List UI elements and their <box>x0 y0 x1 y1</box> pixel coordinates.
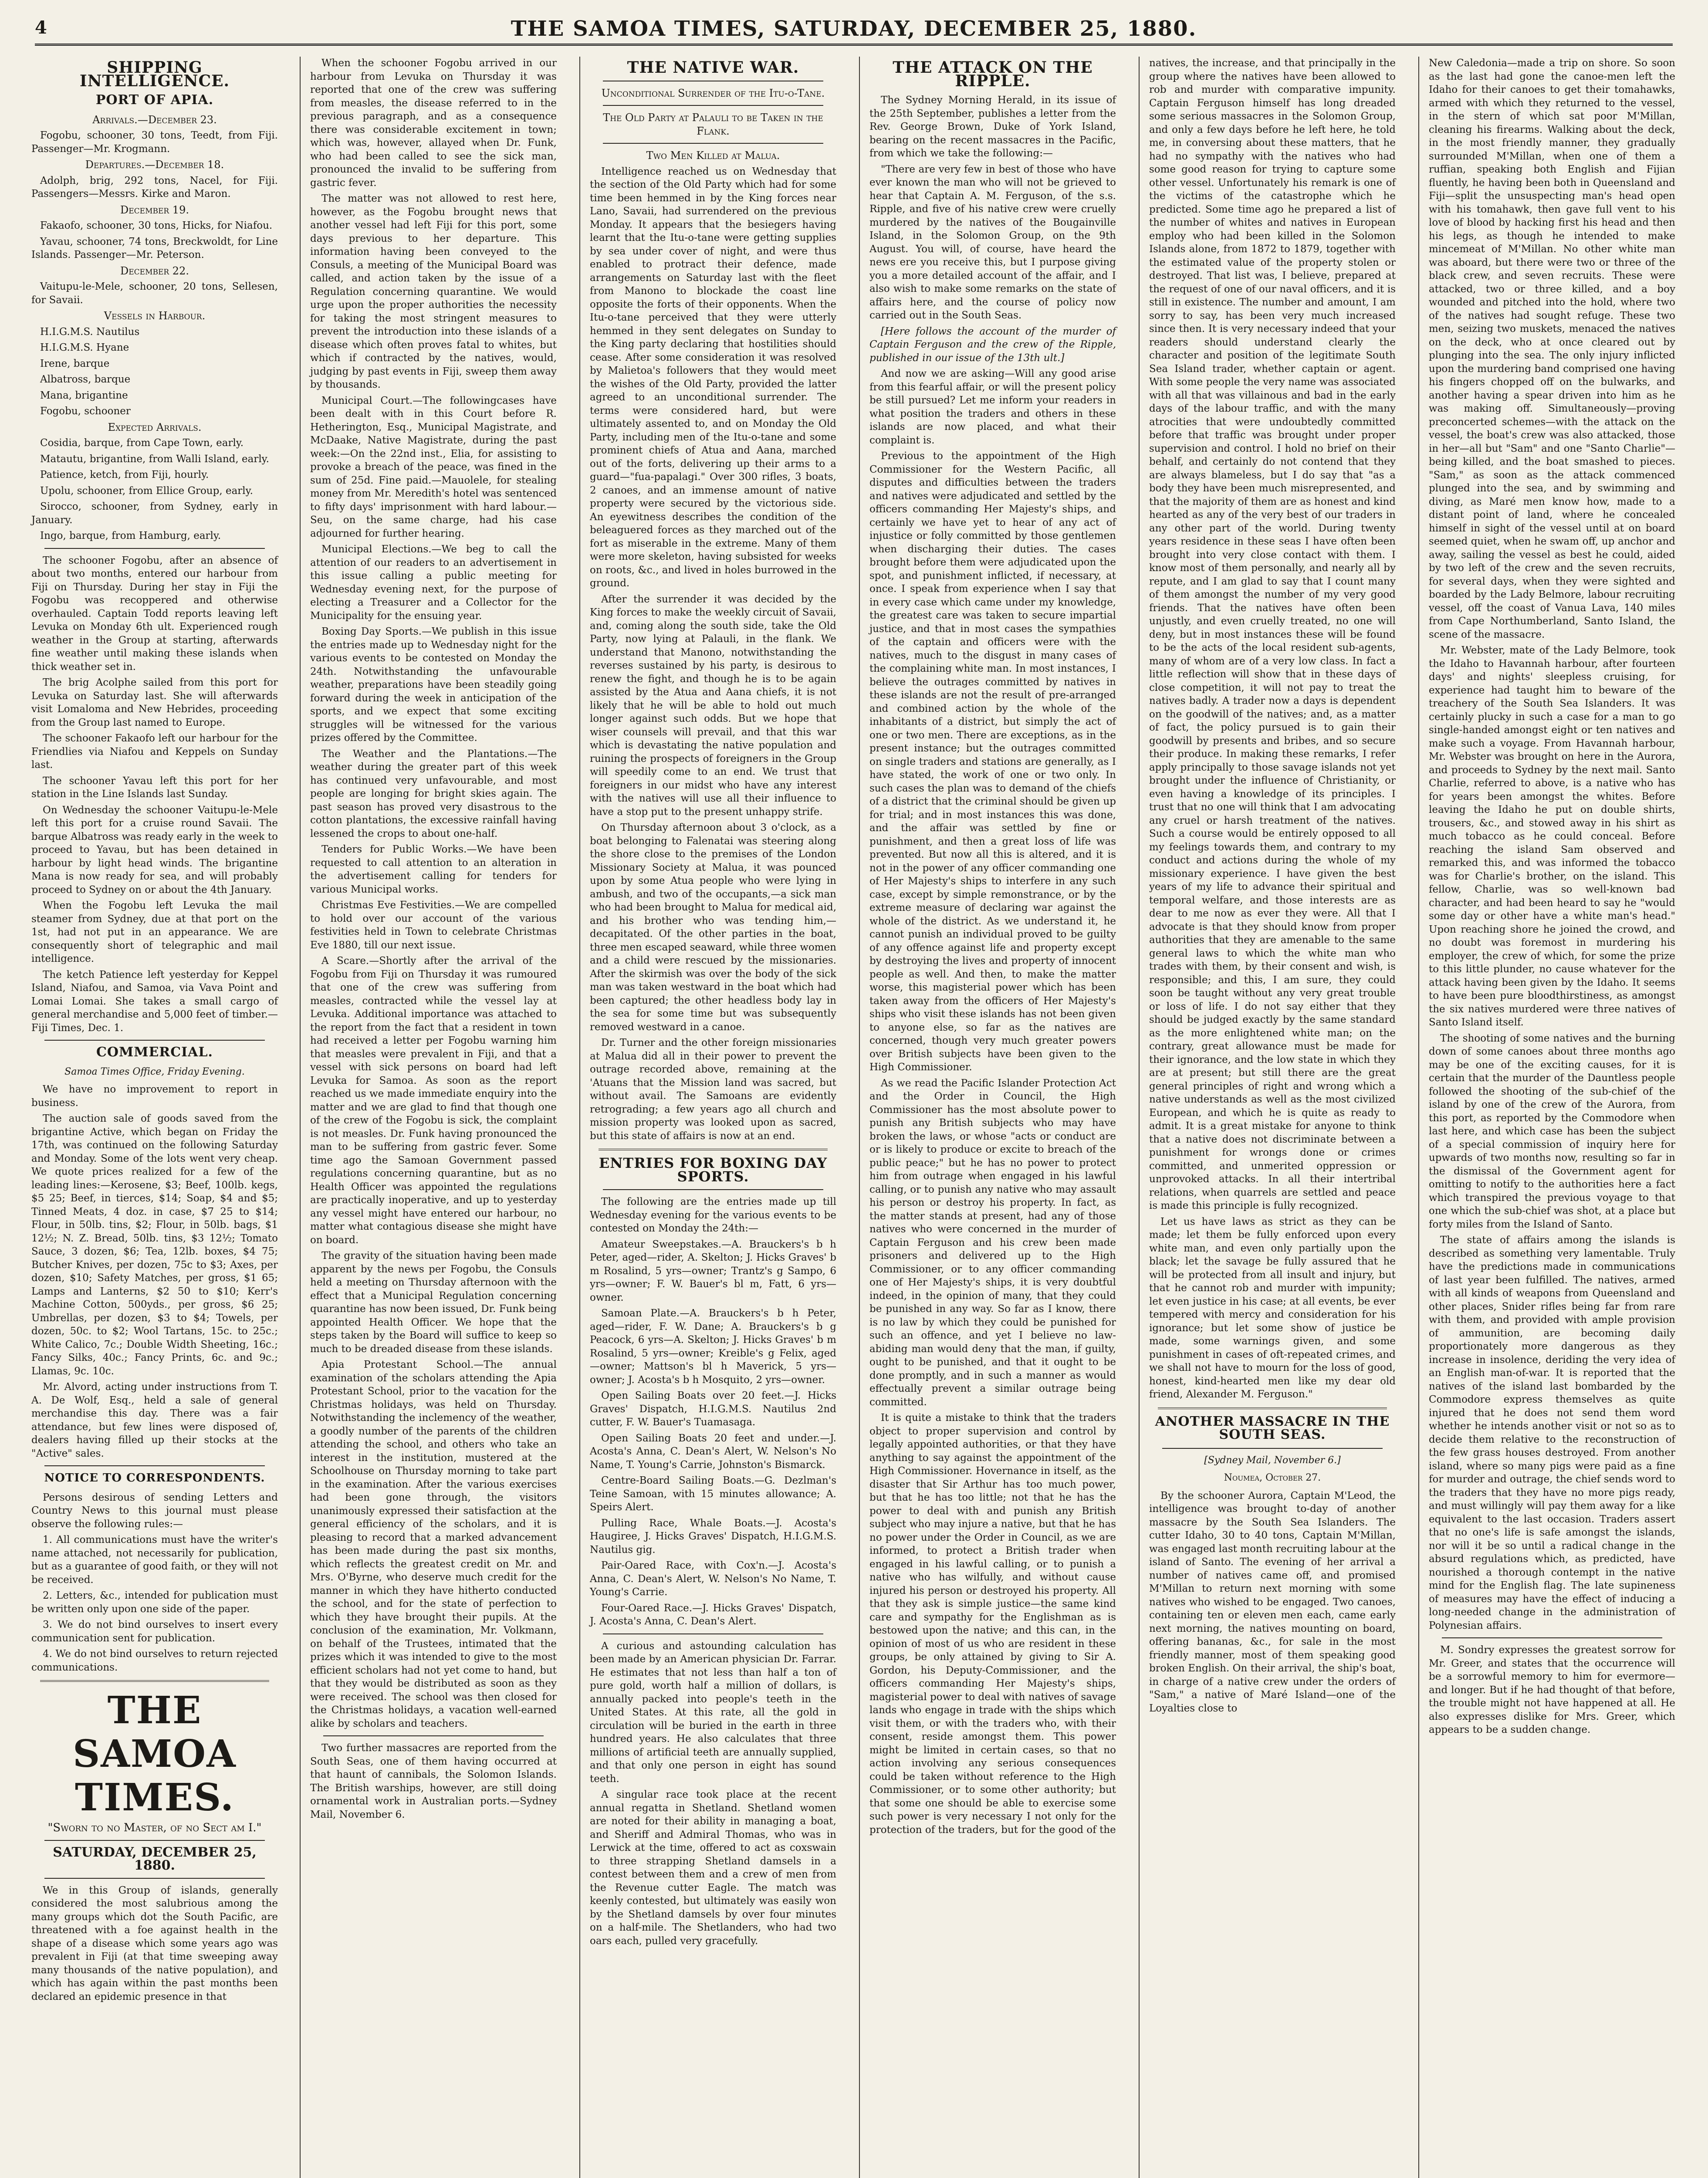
commercial-heading: COMMERCIAL. <box>96 1045 213 1060</box>
paragraph: The shooting of some natives and the burning down of some canoes about three months ago may be one of the exciting causes, for it is certain that the murder of the Dauntless people followed the shooting of the sub-chief of the island by one of the crew of the Aurora, from this port, as reported by the Commodore when last here, and which case has been the subject of a special commission of inquiry here for upwards of two months now, resulting so far in the dismissal of the Government agent for omitting to notify to the authorities here a fact which transpired the previous voyage to that one which the sub-chief was shot, at a place but forty miles from the Island of Santo. <box>1429 1032 1675 1230</box>
issue-date: SATURDAY, DECEMBER 25, 1880. <box>53 1844 257 1873</box>
paragraph: A curious and astounding calculation has been made by an American physician Dr. Farrar. He estimates that not less than half a ton of pure gold, worth half a million of dollars, is annually packed into people's teeth in the United States. At this rate, all the gold in circulation will be buried in the earth in three hundred years. He also calculates that three millions of artificial teeth are annually supplied, and that only one person in eight has sound teeth. <box>590 1640 836 1785</box>
column-2 <box>305 57 562 2178</box>
vessel-entry: Irene, barque <box>40 358 110 369</box>
columns <box>26 57 1681 2178</box>
subheading: Unconditional Surrender of the Itu-o-Tane. <box>601 87 825 99</box>
divider <box>1162 1448 1383 1449</box>
paragraph: Samoan Plate.—A. Brauckers's b h Peter, aged—rider, F. W. Dane; A. Brauckers's b g Peacock, 6 yrs—A. Skelton; J. Hicks Graves' b m Rosalind, 5 yrs—owner; Kreible's g Felix, aged—owner; Mattson's bl h Maverick, 5 yrs—owner; J. Acosta's b h Mosquito, 2 yrs—owner. <box>590 1308 836 1386</box>
ship-entry: Vaitupu-le-Mele, schooner, 20 tons, Sellesen, for Savaii. <box>31 281 278 306</box>
paragraph: The Sydney Morning Herald, in its issue of the 25th September, publishes a letter from the Rev. George Brown, Duke of York Island, bearing on the recent massacres in the Pacific, from which we take the following:— <box>869 95 1116 159</box>
header-title: THE SAMOA TIMES, SATURDAY, DECEMBER 25, 1880. <box>511 17 1197 41</box>
ship-entry: December 22. <box>120 264 189 277</box>
paragraph: A singular race took place at the recent annual regatta in Shetland. Shetland women are noted for their ability in managing a boat, and Sheriff and Admiral Thomas, who was in Lerwick at the time, offered to act as coxswain to three strapping Shetland damsels in a contest between them and a crew of men from the Revenue cutter Eagle. The match was keenly contested, but ultimately was easily won by the Shetland damsels by over four minutes on a half-mile. The Shetlanders, who had two oars each, pulled very gracefully. <box>590 1789 836 1947</box>
ripple-heading: THE ATTACK ON THE RIPPLE. <box>893 58 1093 90</box>
source-note: [Sydney Mail, November 6.] <box>1204 1454 1341 1466</box>
column-5 <box>1144 57 1401 2178</box>
divider <box>603 105 823 106</box>
native-war-heading: THE NATIVE WAR. <box>627 58 799 77</box>
sports-heading: ENTRIES FOR BOXING DAY SPORTS. <box>599 1155 828 1185</box>
paragraph: It is quite a mistake to think that the traders object to proper supervision and control by legally appointed authorities, or that they have anything to say against the appointment of the High Commissioner. Hovernance in itself, as the disaster that Sir Arthur has too much power, but that he has too little; not that he has the power to deal with and punish any British subject who may injure a native, but that he has no power under the Order in Council, as we are informed, to protect a British trader when engaged in his lawful calling, or to punish a native who has wilfully, and without cause injured his person or destroyed his property. All that they ask is simple justice—the same kind care and sympathy for the Englishman as is bestowed upon the native; and this can, in the opinion of most of us who are resident in these groups, be only attained by giving to Sir A. Gordon, his Deputy-Commissioner, and the officers commanding Her Majesty's ships, magisterial power to deal with natives of savage lands who engage in trade with the ships which visit them, or with the traders who, with their consent, reside amongst them. This power might be limited in certain cases, so that no action involving any serious consequences could be taken without reference to the High Commissioner, or to some other authority; but that some one should be able to exercise some such power is very necessary I not only for the protection of the traders, but for the good of the <box>869 1412 1116 1836</box>
paragraph: After the surrender it was decided by the King forces to make the weekly circuit of Savaii, and, coming along the south side, take the Old Party, now lying at Palauli, in the flank. We understand that Manono, notwithstanding the reverses sustained by his party, is desirous to renew the fight, and though he is to be again assisted by the Atua and Aana chiefs, it is not likely that he will be able to hold out much longer against such odds. But we hope that wiser counsels will prevail, and that this war which is devastating the native population and ruining the prospects of foreigners in the Group will speedily come to an end. We trust that foreigners in our midst who have any interest with the natives will use all their influence to have a stop put to the present unhappy strife. <box>590 593 836 818</box>
paragraph: Amateur Sweepstakes.—A. Brauckers's b h Peter, aged—rider, A. Skelton; J. Hicks Graves' b m Rosalind, 5 yrs—owner; Trantz's g Sampo, 6 yrs—owner; F. W. Bauer's bl m, Fatt, 6 yrs—owner. <box>590 1238 836 1303</box>
paragraph: The state of affairs among the islands is described as something very lamentable. Truly have the predictions made in communications of last year been fulfilled. The natives, armed with all kinds of weapons from Queensland and other places, Snider rifles being far from rare with them, and provided with ample provision of ammunition, are becoming daily proportionately more dangerous as they increase in insolence, deriding the very idea of an English man-of-war. It is reported that the natives of the island last bombarded by the Commodore express themselves as quite injured that he does not send them word whether he intends another visit or not so as to decide them relative to the reconstruction of the few grass houses destroyed. From another island, where so many pigs were paid as a fine for murder and outrage, the chief sends word to the traders that they have no more pigs ready, and must willingly will pay them away for a like equivalent to the last occasion. Traders assert that no one's life is safe amongst the islands, nor will it be so until a radical change in the absurd regulations which, as predicted, have nourished a thorough contempt in the native mind for the English flag. The late supineness of measures may have the effect of inducing a long-needed change in the administration of Polynesian affairs. <box>1429 1234 1675 1631</box>
paragraph: [Here follows the account of the murder of Captain Ferguson and the crew of the Ripple, published in our issue of the 13th ult.] <box>869 325 1116 364</box>
paragraph: Two further massacres are reported from the South Seas, one of them having occurred at that haunt of cannibals, the Solomon Islands. The British warships, however, are still doing ornamental work in Australian ports.—Sydney Mail, November 6. <box>310 1742 557 1820</box>
paragraph: Previous to the appointment of the High Commissioner for the Western Pacific, all disputes and difficulties between the traders and natives were adjudicated and settled by the officers commanding Her Majesty's ships, and certainly we have yet to hear of any act of injustice or folly committed by those gentlemen when discharging their duties. The cases brought before them were adjudicated upon the spot, and punishment inflicted, if necessary, at once. I speak from experience when I say that in every case which came under my knowledge, the greatest care was taken to secure impartial justice, and that in most cases the sympathies of the captain and officers were with the natives, much to the disgust in many cases of the complaining white man. In most instances, I believe the outrages committed by natives in these islands are not the result of pre-arranged and combined action by the whole of the inhabitants of a district, but simply the act of one or two men. There are exceptions, as in the present instance; but the outrages committed on single traders and stations are generally, as I have stated, the work of one or two only. In such cases the plan was to demand of the chiefs of a district that the criminal should be given up for trial; and in most instances this was done, and the affair was settled by fine or punishment, and then a great loss of life was prevented. But now all this is altered, and it is not in the power of any officer commanding one of Her Majesty's ships to interfere in any such case, except by simple remonstrance, or by the extreme measure of declaring war against the whole of the district. As we understand it, he cannot punish an individual proved to be guilty of any offence against life and property except by destroying the lives and property of innocent people as well. And then, to make the matter worse, this magisterial power which has been taken away from the officers of Her Majesty's ships who visit these islands has not been given to anyone else, so far as the natives are concerned, though very much greater powers over British subjects have been given to the High Commissioner. <box>869 450 1116 1073</box>
paragraph: Let us have laws as strict as they can be made; let them be fully enforced upon every white man, and even only partially upon the black; let the savage be fully assured that he will be protected from all insult and injury, but that he cannot rob and murder with impunity; let even justice in his case; at all events, be ever tempered with mercy and consideration for his ignorance; but let some show of justice be made, some warnings given, and some punishment in cases of oft-repeated crimes, and we shall not have to mourn for the loss of good, honest, kind-hearted men like my dear old friend, Alexander M. Ferguson." <box>1149 1216 1396 1400</box>
vessels-label: Vessels in Harbour. <box>104 310 206 322</box>
paragraph: The schooner Fogobu, after an absence of about two months, entered our harbour from Fiji on Thursday. During her stay in Fiji the Fogobu was recoppered and otherwise overhauled. Captain Todd reports leaving left Levuka on Monday 6th ult. Experienced rough weather in the Group at starting, afterwards fine weather until making these islands when thick weather set in. <box>31 555 278 673</box>
vessel-entry: Albatross, barque <box>40 374 131 385</box>
divider <box>44 1040 265 1041</box>
paragraph: On Wednesday the schooner Vaitupu-le-Mele left this port for a cruise round Savaii. The barque Albatross was ready early in the week to proceed to Yavau, but has been detained in harbour by light head winds. The brigantine Mana is now ready for sea, and will probably proceed to Sydney on or about the 4th January. <box>31 804 278 896</box>
expected-entry: Matautu, brigantine, from Walli Island, early. <box>40 453 269 465</box>
paragraph: M. Sondry expresses the greatest sorrow for Mr. Greer, and states that the occurrence will be a sorrowful memory to him for evermore—and longer. But if he had thought of that before, the trouble might not have happened at all. He also expresses dislike for Mrs. Greer, which appears to be a sudden change. <box>1429 1644 1675 1735</box>
paragraph: natives, the increase, and that principally in the group where the natives have been allowed to rob and murder with comparative impunity. Captain Ferguson himself has long dreaded some serious massacres in the Solomon Group, and only a few days before he left here, he told me, in conversing about these matters, that he had no sympathy with the natives who had some good reason for trying to capture some other vessel. Unfortunately his remark is one of the victims of the catastrophe which he predicted. Some time ago he prepared a list of the number of whites and natives in European employ who had been killed in the Solomon Islands alone, from 1872 to 1879, together with the estimated value of the property stolen or destroyed. That list was, I believe, prepared at the request of one of our naval officers, and it is still in existence. The number and amount, I am sorry to say, has been very much increased since then. It is very necessary indeed that your readers should understand clearly the character and position of the legitimate South Sea Island trader, whether captain or agent. With some people the very name was associated with all that was villainous and bad in the early days of the labour traffic, and with the many atrocities that were undoubtedly committed before that traffic was brought under proper supervision and control. I hold no brief on their behalf, and certainly do not contend that they are always blameless, but I do say that "as a body they have been much misrepresented, and that the majority of them are as honest and kind hearted as any of the very best of our traders in any other part of the world. During twenty years residence in these seas I have often been brought into very close contact with them. I know most of them personally, and nearly all by repute, and I am glad to say that I count many of them amongst the number of my very good friends. That the natives have often been unjustly, and even cruelly treated, no one will deny, but in most instances these will be found to be the acts of the local resident sub-agents, many of whom are of a very low class. In fact a little reflection will show that in these days of close competition, it will not pay to treat the natives badly. A trader now a days is dependent on the goodwill of the natives; and, as a matter of fact, the policy pursued is to gain their goodwill by presents and bribes, and so secure their produce. In making these remarks, I refer apply principally to those savage islands not yet brought under the influence of Christianity, or even having a knowledge of its principles. I trust that no one will think that I am advocating any cruel or harsh treatment of the natives. Such a course would be entirely opposed to all my feelings towards them, and contrary to my conduct and actions during the whole of my missionary experience. I have given the best years of my life to advance their spiritual and temporal welfare, and those interests are as dear to me now as ever they were. All that I advocate is that they should know from proper authorities that they are amenable to the same general laws to which the white man who trades with them, by their consent and wish, is responsible; and this, I am sure, they could soon be taught without any very great trouble or loss of life. I do not say either that they should be judged exactly by the same standard as the more enlightened white man; on the contrary, great allowance must be made for their ignorance, and the low state in which they are at present; but still there are the great general principles of right and wrong which a native understands as well as the most civilized European, and which he is quite as ready to admit. It is a great mistake for anyone to think that a native does not discriminate between a punishment for wrongs done or crimes committed, and unmerited oppression or unprovoked attacks. In all their intertribal relations, when quarrels are settled and peace is made this principle is fully recognized. <box>1149 57 1396 1211</box>
paragraph: New Caledonia—made a trip on shore. So soon as the last had gone the canoe-men left the Idaho for their canoes to get their tomahawks, armed with which they returned to the vessel, in the stern of which sat poor M'Millan, cleaning his firearms. Walking about the deck, in the most friendly manner, they gradually surrounded M'Millan, when one of them a ruffian, speaking both English and Fijian fluently, he having been both in Queensland and Fiji—split the unsuspecting man's head open with his tomahawk, then gave full vent to his love of blood by hacking first his head and then his legs, as though he intended to make mincemeat of M'Millan. No other white man was aboard, but there were two or three of the black crew, and seven recruits. These were attacked, two or three killed, and a boy wounded and pitched into the hold, where two of the natives had sought refuge. These two men, seizing two muskets, menaced the natives on the deck, who at once cleared out by plunging into the sea. The only injury inflicted upon the murdering band comprised one having his fingers chopped off on the bulwarks, and another having a spear driven into him as he was making off. Simultaneously—proving preconcerted schemes—with the attack on the vessel, the boat's crew was also attacked, those in her—all but "Sam" and one "Santo Charlie"—being killed, and the boat smashed to pieces. "Sam," as soon as the attack commenced plunged into the sea, and by swimming and diving, as Maré men know how, made to a distant point of land, where he concealed himself in sight of the vessel until at on board seemed quiet, when he swam off, up anchor and away, sailing the vessel as best he could, aided by two left of the crew and the seven recruits, for several days, when they were sighted and boarded by the Lady Belmore, labour recruiting vessel, off the coast of Vanua Lava, 140 miles from Cape Northumberland, Santo Island, the scene of the massacre. <box>1429 57 1675 640</box>
paragraph: Dr. Turner and the other foreign missionaries at Malua did all in their power to prevent the outrage recorded above, remaining at the 'Atuans that the Mission land was sacred, but without avail. The Samoans are evidently retrograding; a few years ago all church and mission property was looked upon as sacred, but this state of affairs is now at an end. <box>590 1037 836 1142</box>
subheading: The Old Party at Palauli to be Taken in the Flank. <box>603 112 823 137</box>
paragraph: 4. We do not bind ourselves to return rejected communications. <box>31 1648 278 1673</box>
paragraph: Tenders for Public Works.—We have been requested to call attention to an alteration in the advertisement calling for tenders for various Municipal works. <box>310 844 557 895</box>
paragraph: Pair-Oared Race, with Cox'n.—J. Acosta's Anna, C. Dean's Alert, W. Nelson's No Name, T. Young's Carrie. <box>590 1560 836 1598</box>
port-heading: PORT OF APIA. <box>95 92 214 108</box>
divider <box>40 1680 269 1682</box>
paragraph: The ketch Patience left yesterday for Keppel Island, Niafou, and Samoa, via Vava Point and Lomai Lomai. She takes a small cargo of general merchandise and 5,000 feet of timber.—Fiji Times, Dec. 1. <box>31 969 278 1034</box>
paragraph: As we read the Pacific Islander Protection Act and the Order in Council, the High Commissioner has the most absolute power to punish any British subjects who may have broken the laws, or whose "acts or conduct are or is likely to produce or excite to breach of the public peace;" but he has no power to protect him from outrage when engaged in his lawful calling, or to punish any native who may assault his person or destroy his property. In fact, as the matter stands at present, had any of those natives who were concerned in the murder of Captain Ferguson and his crew been made prisoners and delivered up to the High Commissioner, or to any officer commanding one of Her Majesty's ships, it is very doubtful indeed, in the opinion of many, that they could be punished in any way. So far as I know, there is no law by which they could be punished for such an offence, and yet I believe no law-abiding man would deny that the man, if guilty, ought to be punished, and that it ought to be done promptly, and in such a manner as would effectually prevent a similar outrage being committed. <box>869 1077 1116 1408</box>
divider <box>44 1878 265 1879</box>
divider <box>603 1189 823 1190</box>
vessel-entry: Mana, brigantine <box>40 389 128 401</box>
paragraph: The following are the entries made up till Wednesday evening for the various events to be contested on Monday the 24th:— <box>590 1196 836 1234</box>
column-4 <box>864 57 1121 2178</box>
column-6 <box>1424 57 1681 2178</box>
paragraph: Mr. Webster, mate of the Lady Belmore, took the Idaho to Havannah harbour, after fourteen days' and nights' sleepless cruising, for experience had taught him to beware of the treachery of the South Sea Islanders. It was certainly plucky in such a case for a man to go single-handed amongst eight or ten natives and make such a voyage. From Havannah harbour, Mr. Webster was brought on here in the Aurora, and proceeds to Sydney by the next mail. Santo Charlie, referred to above, is a native who has for years been amongst the whites. Before leaving the Idaho he put on double shirts, trousers, &c., and stowed away in his shirt as much tobacco as he could conceal. Before reaching the island Sam observed and remarked this, and was informed the tobacco was for Charlie's brother, on the island. This fellow, Charlie, was so well-known bad character, and had been heard to say he "would some day or other have a white man's head." Upon reaching shore he joined the crowd, and no doubt was foremost in murdering his employer, the crew of which, for some the prize to this little plunder, no cause whatever for the attack having been given by the Idaho. It seems to have been pure bloodthirstiness, as amongst the six natives murdered were three natives of Santo Island itself. <box>1429 645 1675 1028</box>
paragraph: Municipal Court.—The followingcases have been dealt with in this Court before R. Hetherington, Esq., Municipal Magistrate, and McDaake, Native Magistrate, during the past week:—On the 22nd inst., Elia, for assisting to provoke a breach of the peace, was fined in the sum of 25d. Fine paid.—Mauolele, for stealing money from Mr. Meredith's hotel was sentenced to fifty days' imprisonment with hard labour.—Seu, on the same charge, had his case adjourned for further hearing. <box>310 395 557 539</box>
paragraph: 1. All communications must have the writer's name attached, not necessarily for publication, but as a guarantee of good faith, or they will not be received. <box>31 1534 278 1586</box>
expected-label: Expected Arrivals. <box>108 421 202 433</box>
column-rule <box>300 57 301 2178</box>
ship-entry: Adolph, brig, 292 tons, Nacel, for Fiji. Passengers—Messrs. Kirke and Maron. <box>31 175 278 200</box>
paragraph: And now we are asking—Will any good arise from this fearful affair, or will the present policy be still pursued? Let me inform your readers in what position the traders and others in these islands are now placed, and what their complaint is. <box>869 368 1116 446</box>
divider <box>1442 1637 1662 1638</box>
subheading: Two Men Killed at Malua. <box>646 149 780 162</box>
paragraph: The matter was not allowed to rest here, however, as the Fogobu brought news that another vessel had left Fiji for this port, some days previous to her departure. This information having been conveyed to the Consuls, a meeting of the Municipal Board was called, and action taken by the issue of a Regulation concerning quarantine. We would urge upon the proper authorities the necessity for taking the most stringent measures to prevent the introduction into these islands of a disease which often proves fatal to whites, but which if contracted by the natives, would, judging by past events in Fiji, sweep them away by thousands. <box>310 193 557 390</box>
paragraph: The gravity of the situation having been made apparent by the news per Fogobu, the Consuls held a meeting on Thursday afternoon with the effect that a Municipal Regulation concerning quarantine has now been issued, Dr. Funk being appointed Health Officer. We hope that the steps taken by the Board will suffice to keep so much to be dreaded disease from these islands. <box>310 1250 557 1355</box>
ship-entry: Yavau, schooner, 74 tons, Breckwoldt, for Line Islands. Passenger—Mr. Peterson. <box>31 236 278 260</box>
paragraph: Pulling Race, Whale Boats.—J. Acosta's Haugiree, J. Hicks Graves' Dispatch, H.I.G.M.S. Nautilus gig. <box>590 1517 836 1556</box>
divider <box>44 1465 265 1466</box>
paragraph: The auction sale of goods saved from the brigantine Active, which began on Friday the 17th, was continued on the following Saturday and Monday. Some of the lots went very cheap. We quote prices realized for a few of the leading lines:—Kerosene, $3; Beef, 100lb. kegs, $5 25; Beef, in tierces, $14; Soap, $4 and $5; Tinned Meats, 4 doz. in case, $7 25 to $14; Flour, in 50lb. tins, $2; Flour, in 50lb. bags, $1 12½; N. Z. Bread, 50lb. tins, $3 12½; Tomato Sauce, 3 dozen, $6; Tea, 12lb. boxes, $4 75; Butcher Knives, per dozen, 75c to $3; Axes, per dozen, $10; Safety Matches, per gross, $1 65; Lamps and Lanterns, $2 50 to $10; Kerr's Machine Cotton, 500yds., per gross, $6 25; Umbrellas, per dozen, $3 to $4; Towels, per dozen, 50c. to $2; Wool Tartans, 15c. to 25c.; White Calico, 7c.; Double Width Sheeting, 16c.; Fancy Silks, 40c.; Fancy Prints, 6c. and 9c.; Llamas, 9c. 10c. <box>31 1113 278 1377</box>
paragraph: Mr. Alvord, acting under instructions from T. A. De Wolf, Esq., held a sale of general merchandise this day. There was a fair attendance, but few lines were disposed of, dealers having filled up their stocks at the "Active" sales. <box>31 1381 278 1459</box>
paragraph: Centre-Board Sailing Boats.—G. Dezlman's Teine Samoan, with 15 minutes allowance; A. Speirs Alert. <box>590 1475 836 1513</box>
paragraph: A Scare.—Shortly after the arrival of the Fogobu from Fiji on Thursday it was rumoured that one of the crew was suffering from measles, contracted while the vessel lay at Levuka. Additional importance was attached to the report from the fact that a resident in town had received a letter per Fogobu warning him that measles were prevalent in Fiji, and that a vessel with sick persons on board had left Levuka for Samoa. As soon as the report reached us we made immediate enquiry into the matter and we are glad to find that though one of the crew of the Fogobu is sick, the complaint is not measles. Dr. Funk having pronounced the man to be suffering from gastric fever. Some time ago the Samoan Government passed regulations concerning quarantine, but as no Health Officer was appointed the regulations are practically inoperative, and up to yesterday any vessel might have entered our harbour, no matter what contagious disease she might have on board. <box>310 955 557 1246</box>
paragraph: When the Fogobu left Levuka the mail steamer from Sydney, due at that port on the 1st, had not put in an appearance. We are consequently short of telegraphic and mail intelligence. <box>31 900 278 964</box>
ship-entry: Fakaofo, schooner, 30 tons, Hicks, for Niafou. <box>40 220 273 231</box>
column-rule <box>859 57 860 2178</box>
massacre-heading: ANOTHER MASSACRE IN THE SOUTH SEAS. <box>1155 1414 1390 1442</box>
divider <box>44 548 265 549</box>
paragraph: Four-Oared Race.—J. Hicks Graves' Dispatch, J. Acosta's Anna, C. Dean's Alert. <box>590 1602 836 1627</box>
ship-entry: December 19. <box>120 203 189 216</box>
paragraph: The Weather and the Plantations.—The weather during the greater part of this week has continued very unfavourable, and most people are longing for bright skies again. The past season has proved very disastrous to the cotton plantations, the excessive rainfall having lessened the crops to about one-half. <box>310 748 557 839</box>
paragraph: 2. Letters, &c., intended for publication must be written only upon one side of the paper. <box>31 1590 278 1615</box>
paragraph: We have no improvement to report in business. <box>31 1084 278 1109</box>
paragraph: "There are very few in best of those who have ever known the man who will not be grieved to hear that Captain A. M. Ferguson, of the s.s. Ripple, and five of his native crew were cruelly murdered by the natives of the Bougainville Island, in the Solomon Group, on the 9th August. You will, of course, have heard the news ere you receive this, but I purpose giving you a more detailed account of the affair, and I also wish to make some remarks on the state of affairs here, and the course of policy now carried out in the South Seas. <box>869 163 1116 321</box>
vessel-entry: H.I.G.M.S. Hyane <box>40 342 129 353</box>
divider <box>1158 1407 1387 1409</box>
paragraph: 3. We do not bind ourselves to insert every communication sent for publication. <box>31 1619 278 1644</box>
paper-title: THE SAMOA TIMES. <box>73 1688 237 1820</box>
paragraph: On Thursday afternoon about 3 o'clock, as a boat belonging to Falenatai was steering along the shore close to the premises of the London Missionary Society at Malua, it was pounced upon by some Atua people who were lying in ambush, and two of the occupants,—a sick man who had been brought to Malua for medical aid, and his brother who was tending him,—decapitated. Of the other parties in the boat, three men escaped seaward, while three women and a child were rescued by the missionaries. After the skirmish was over the body of the sick man was taken westward in the boat which had been captured; the other headless body lay in the sea for some time but was subsequently removed westward in a canoe. <box>590 822 836 1033</box>
column-rule <box>1139 57 1140 2178</box>
page-number: 4 <box>35 17 48 38</box>
paragraph: Open Sailing Boats 20 feet and under.—J. Acosta's Anna, C. Dean's Alert, W. Nelson's No Name, T. Young's Carrie, Johnston's Bismarck. <box>590 1432 836 1471</box>
expected-entry: Sirocco, schooner, from Sydney, early in January. <box>31 501 278 526</box>
paragraph: We in this Group of islands, generally considered the most salubrious among the many groups which dot the South Pacific, are threatened with a foe against health in the shape of a disease which some years ago was prevalent in Fiji (at that time sweeping away many thousands of the native population), and which has again within the past months been declared an epidemic presence in that <box>31 1884 278 2002</box>
paragraph: Boxing Day Sports.—We publish in this issue the entries made up to Wednesday night for the various events to be contested on Monday the 24th. Notwithstanding the unfavourable weather, preparations have been steadily going forward during the week in anticipation of the sports, and we expect that some exciting struggles will be witnessed for the various prizes offered by the Committee. <box>310 626 557 744</box>
paper-motto: "Sworn to no Master, of no Sect am I." <box>47 1821 262 1834</box>
vessel-entry: Fogobu, schooner <box>40 406 131 417</box>
expected-entry: Ingo, barque, from Hamburg, early. <box>40 530 221 541</box>
vessel-entry: H.I.G.M.S. Nautilus <box>40 326 140 338</box>
notice-heading: NOTICE TO CORRESPONDENTS. <box>44 1471 265 1485</box>
paragraph: Intelligence reached us on Wednesday that the section of the Old Party which had for some time been hemmed in by the King forces near Lano, Savaii, had surrendered on the previous Monday. It appears that the besiegers having learnt that the Itu-o-tane were getting supplies by sea under cover of night, and were thus enabled to protract their defence, made arrangements on Saturday last with the fleet from Manono to blockade the coast line opposite the forts of their opponents. When the Itu-o-tane perceived that they were utterly hemmed in they sent delegates on Sunday to the King party declaring that hostilities should cease. After some consideration it was resolved by Malietoa's followers that they would meet the wishes of the Old Party, provided the latter agreed to an unconditional surrender. The terms were considered hard, but were ultimately assented to, and on Monday the Old Party, including men of the Itu-o-tane and some prominent chiefs of Atua and Aana, marched out of the forts, delivering up their arms to a guard—"fua-papalagi." Over 300 rifles, 3 boats, 2 canoes, and an immense amount of native property were secured by the victorious side. An eyewitness describes the condition of the beleaguered forces as they marched out of the fort as miserable in the extreme. Many of them were more skeleton, having subsisted for weeks on roots, &c., and lived in holes burrowed in the ground. <box>590 166 836 589</box>
paragraph: Apia Protestant School.—The annual examination of the scholars attending the Apia Protestant School, prior to the vacation for the Christmas holidays, was held on Thursday. Notwithstanding the inclemency of the weather, a goodly number of the parents of the children attending the school, and others who take an interest in the institution, mustered at the Schoolhouse on Thursday morning to take part in the examination. After the various exercises had been gone through, the visitors unanimously expressed their satisfaction at the general efficiency of the scholars, and it is pleasing to record that a marked advancement has been made during the past six months, which reflects the greatest credit on Mr. and Mrs. O'Byrne, who deserve much credit for the manner in which they have hitherto conducted the school, and for the state of perfection to which they have brought their pupils. At the conclusion of the examination, Mr. Volkmann, on behalf of the Trustees, intimated that the prizes which it was intended to give to the most efficient scholars had not yet come to hand, but that they would be distributed as soon as they were received. The school was then closed for the Christmas holidays, a vacation well-earned alike by scholars and teachers. <box>310 1359 557 1729</box>
paragraph: Christmas Eve Festivities.—We are compelled to hold over our account of the various festivities held in Town to celebrate Christmas Eve 1880, till our next issue. <box>310 900 557 951</box>
expected-entry: Upolu, schooner, from Ellice Group, early. <box>40 485 253 497</box>
ship-entry: Fogobu, schooner, 30 tons, Teedt, from Fiji. Passenger—Mr. Krogmann. <box>31 130 278 155</box>
commercial-office: Samoa Times Office, Friday Evening. <box>64 1066 245 1077</box>
ship-entry: Departures.—December 18. <box>85 159 224 171</box>
paragraph: The schooner Yavau left this port for her station in the Line Islands last Sunday. <box>31 775 278 800</box>
arrivals-label: Arrivals.—December 23. <box>92 113 217 126</box>
page-header <box>35 13 1673 46</box>
paragraph: Open Sailing Boats over 20 feet.—J. Hicks Graves' Dispatch, H.I.G.M.S. Nautilus 2nd cutter, F. W. Bauer's Tuamasaga. <box>590 1390 836 1428</box>
expected-entry: Cosidia, barque, from Cape Town, early. <box>40 437 244 449</box>
paragraph: When the schooner Fogobu arrived in our harbour from Levuka on Thursday it was reported that one of the crew was suffering from measles, the disease referred to in the previous paragraph, and as a consequence there was considerable excitement in town; which was, however, allayed when Dr. Funk, who had been called to see the sick man, pronounced the invalid to be suffering from gastric fever. <box>310 57 557 189</box>
column-rule <box>1418 57 1419 2178</box>
divider <box>599 1149 828 1150</box>
expected-entry: Patience, ketch, from Fiji, hourly. <box>40 469 209 480</box>
paragraph: The brig Acolphe sailed from this port for Levuka on Saturday last. She will afterwards visit Lomaloma and New Hebrides, proceeding from the Group last named to Europe. <box>31 677 278 728</box>
shipping-heading: SHIPPING INTELLIGENCE. <box>79 58 230 90</box>
paragraph: Municipal Elections.—We beg to call the attention of our readers to an advertisement in this issue calling a public meeting for Wednesday evening next, for the purpose of electing a Treasurer and a Collector for the Municipality for the ensuing year. <box>310 544 557 622</box>
paragraph: Persons desirous of sending Letters and Country News to this journal must please observe the following rules:— <box>31 1491 278 1530</box>
divider <box>323 1735 544 1736</box>
dateline: Noumea, October 27. <box>1224 1472 1321 1483</box>
column-rule <box>579 57 580 2178</box>
divider <box>603 143 823 144</box>
paragraph: The schooner Fakaofo left our harbour for the Friendlies via Niafou and Keppels on Sunday last. <box>31 733 278 771</box>
divider <box>44 1840 265 1841</box>
column-1 <box>26 57 283 2178</box>
paragraph: By the schooner Aurora, Captain M'Leod, the intelligence was brought to-day of another massacre by the South Sea Islanders. The cutter Idaho, 30 to 40 tons, Captain M'Millan, was engaged last month recruiting labour at the island of Santo. The evening of her arrival a number of natives came off, and promised M'Millan to return next morning with some natives who wished to be engaged. Two canoes, containing ten or eleven men each, came early next morning, the natives mounting on board, offering bananas, &c., for sale in the most friendly manner, most of them speaking good broken English. On their arrival, the ship's boat, in charge of a native crew under the orders of "Sam," a native of Maré Island—one of the Loyalties close to <box>1149 1490 1396 1714</box>
column-3 <box>585 57 842 2178</box>
